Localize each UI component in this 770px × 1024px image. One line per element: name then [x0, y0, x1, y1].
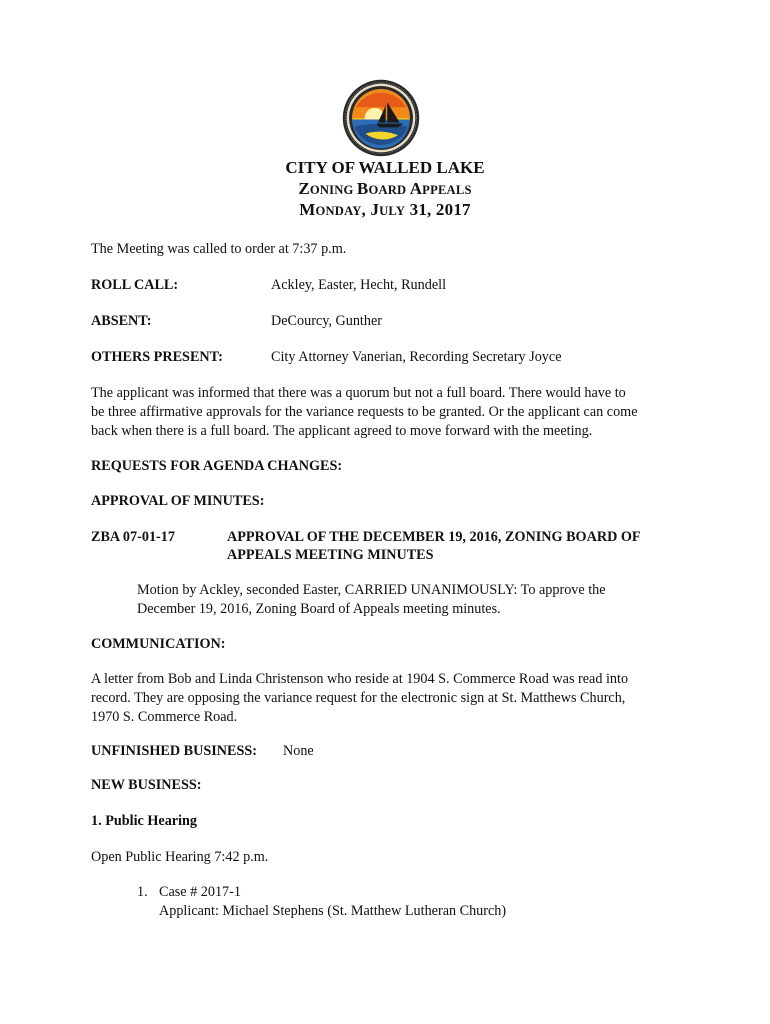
- zba-title-line-1: APPROVAL OF THE DECEMBER 19, 2016, ZONING BOARD OF: [227, 529, 641, 545]
- others-present-value: City Attorney Vanerian, Recording Secretary Joyce: [271, 349, 562, 365]
- absent-label: ABSENT:: [91, 313, 152, 329]
- communication-heading: COMMUNICATION:: [91, 636, 226, 652]
- call-to-order: The Meeting was called to order at 7:37 p.m.: [91, 241, 347, 257]
- case-applicant: Applicant: Michael Stephens (St. Matthew Lutheran Church): [159, 903, 507, 919]
- requests-heading: REQUESTS FOR AGENDA CHANGES:: [91, 458, 343, 474]
- approval-heading: APPROVAL OF MINUTES:: [91, 493, 265, 509]
- meeting-date: MONDAY, JULY 31, 2017: [299, 200, 471, 219]
- motion-line-2: December 19, 2016, Zoning Board of Appeals meeting minutes.: [137, 601, 501, 617]
- zba-title-line-2: APPEALS MEETING MINUTES: [227, 547, 434, 563]
- roll-call-label: ROLL CALL:: [91, 277, 179, 293]
- others-present-label: OTHERS PRESENT:: [91, 349, 223, 365]
- board-title: ZONING BOARD APPEALS: [298, 179, 472, 198]
- communication-line-2: record. They are opposing the variance request for the electronic sign at St. Matthews Church,: [91, 690, 626, 706]
- new-business-heading: NEW BUSINESS:: [91, 777, 202, 793]
- motion-line-1: Motion by Ackley, seconded Easter, CARRIED UNANIMOUSLY: To approve the: [137, 582, 606, 598]
- unfinished-business-value: None: [283, 743, 314, 759]
- communication-line-1: A letter from Bob and Linda Christenson who reside at 1904 S. Commerce Road was read into: [91, 671, 629, 687]
- open-public-hearing: Open Public Hearing 7:42 p.m.: [91, 849, 269, 865]
- quorum-line-3: back when there is a full board. The applicant agreed to move forward with the meeting.: [91, 423, 593, 439]
- quorum-line-2: be three affirmative approvals for the variance requests to be granted. Or the applicant can come: [91, 404, 638, 420]
- quorum-line-1: The applicant was informed that there was a quorum but not a full board. There would have to: [91, 385, 626, 401]
- city-title: CITY OF WALLED LAKE: [285, 158, 485, 177]
- zba-number: ZBA 07-01-17: [91, 529, 175, 545]
- unfinished-business-label: UNFINISHED BUSINESS:: [91, 743, 257, 759]
- city-seal-icon: [342, 79, 420, 157]
- roll-call-value: Ackley, Easter, Hecht, Rundell: [271, 277, 447, 293]
- communication-line-3: 1970 S. Commerce Road.: [91, 709, 238, 725]
- public-hearing-heading: 1. Public Hearing: [91, 813, 198, 829]
- case-number: Case # 2017-1: [159, 884, 241, 900]
- absent-value: DeCourcy, Gunther: [271, 313, 382, 329]
- case-list-number: 1.: [137, 884, 148, 900]
